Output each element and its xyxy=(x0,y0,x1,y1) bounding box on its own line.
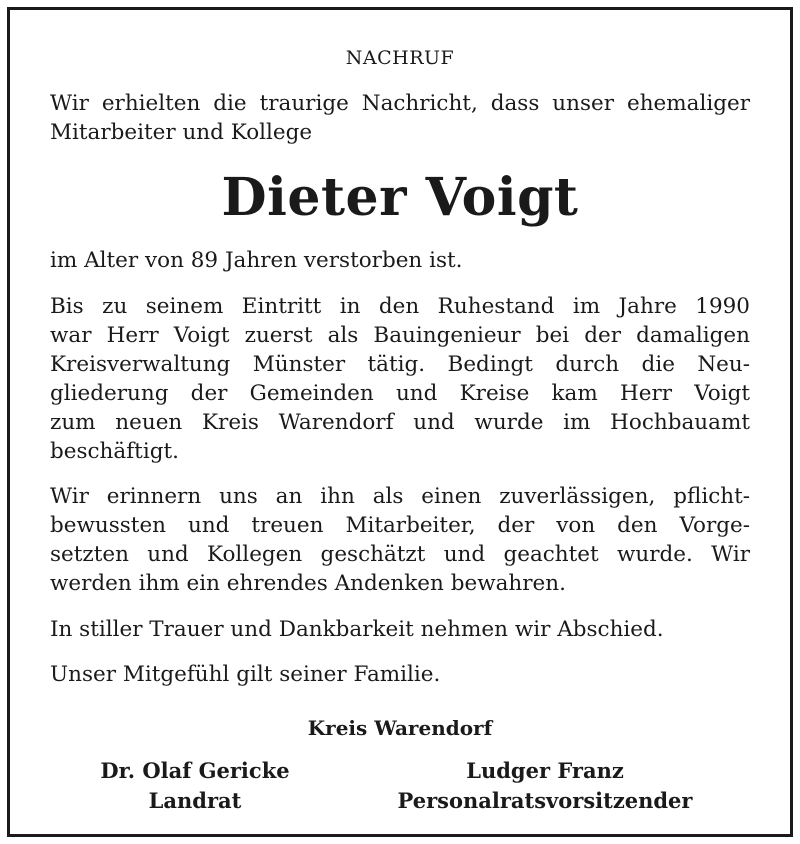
remembrance-line: werden ihm ein ehrendes Andenken bewahren. xyxy=(50,571,566,596)
farewell-line: In stiller Trauer und Dankbarkeit nehmen wir Abschied. xyxy=(50,617,664,642)
intro-line: Mitarbeiter und Kollege xyxy=(50,120,313,145)
signatory-title: Landrat xyxy=(148,788,242,813)
organization-name: Kreis Warendorf xyxy=(307,716,493,740)
career-line: Kreisverwaltung Münster tätig. Bedingt durch die Neu- xyxy=(50,352,750,377)
obituary-frame xyxy=(7,7,793,837)
career-line: Bis zu seinem Eintritt in den Ruhestand im Jahre 1990 xyxy=(50,294,750,319)
signatory-right xyxy=(380,756,710,816)
sympathy-line: Unser Mitgefühl gilt seiner Familie. xyxy=(50,662,441,687)
age-paragraph xyxy=(50,246,750,275)
deceased-name: Dieter Voigt xyxy=(221,167,579,228)
signatory-name: Dr. Olaf Gericke xyxy=(100,758,290,783)
age-line: im Alter von 89 Jahren verstorben ist. xyxy=(50,248,463,273)
career-paragraph xyxy=(50,292,750,466)
sympathy-paragraph xyxy=(50,660,750,689)
notice-heading: NACHRUF xyxy=(345,47,455,69)
career-line: beschäftigt. xyxy=(50,439,179,464)
signatory-left xyxy=(80,756,310,816)
signatory-name: Ludger Franz xyxy=(466,758,624,783)
remembrance-paragraph xyxy=(50,482,750,598)
career-line: gliederung der Gemeinden und Kreise kam Herr Voigt xyxy=(50,381,750,406)
remembrance-line: Wir erinnern uns an ihn als einen zuverlässigen, pflicht- xyxy=(50,484,750,509)
intro-paragraph xyxy=(50,89,750,147)
career-line: zum neuen Kreis Warendorf und wurde im Hochbauamt xyxy=(50,410,750,435)
remembrance-line: bewussten und treuen Mitarbeiter, der von den Vorge- xyxy=(50,513,750,538)
signatory-title: Personalratsvorsitzender xyxy=(397,788,693,813)
career-line: war Herr Voigt zuerst als Bauingenieur bei der damaligen xyxy=(50,323,750,348)
remembrance-line: setzten und Kollegen geschätzt und geachtet wurde. Wir xyxy=(50,542,750,567)
farewell-paragraph xyxy=(50,615,750,644)
intro-line: Wir erhielten die traurige Nachricht, dass unser ehemaliger xyxy=(50,91,750,116)
